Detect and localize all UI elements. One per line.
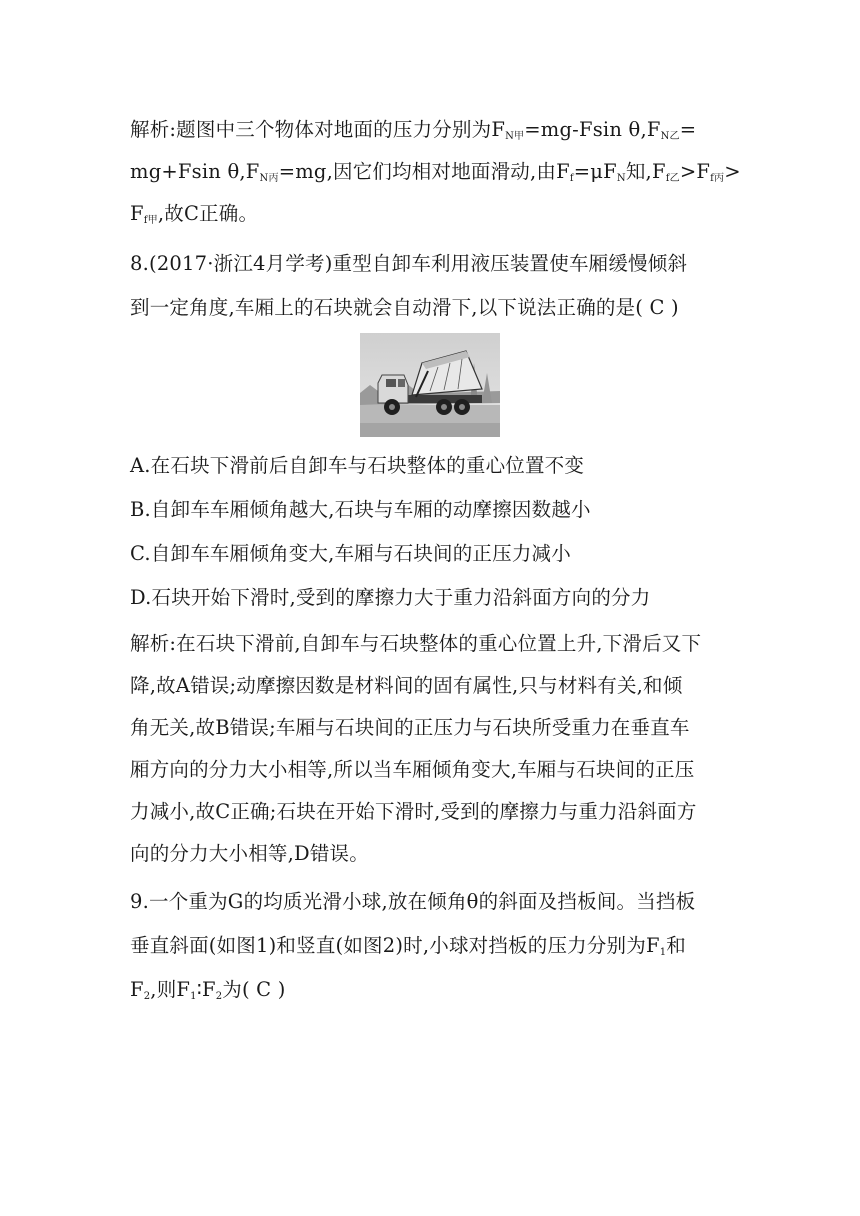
q8-stem-line-1: 8.(2017·浙江4月学考)重型自卸车利用液压装置使车厢缓慢倾斜: [130, 252, 688, 275]
q8-analysis-line-6: 向的分力大小相等,D错误。: [130, 842, 369, 865]
q8-option-b: B.自卸车车厢倾角越大,石块与车厢的动摩擦因数越小: [130, 498, 591, 521]
q8-option-a: A.在石块下滑前后自卸车与石块整体的重心位置不变: [130, 454, 585, 477]
q8-stem-line-2: 到一定角度,车厢上的石块就会自动滑下,以下说法正确的是( C ): [130, 296, 679, 319]
q8-analysis-line-3: 角无关,故B错误;车厢与石块间的正压力与石块所受重力在垂直车: [130, 716, 690, 739]
q8-analysis-line-5: 力减小,故C正确;石块在开始下滑时,受到的摩擦力与重力沿斜面方: [130, 800, 697, 823]
q7-analysis-line-2: mg+Fsin $\theta,F_{N丙}=mg$,因它们均相对地面滑动,由$F_f=\mu F_N$知$,F_{f乙}>F_{f丙}>$: [130, 160, 741, 184]
q7-analysis-line-3: $F_{f甲}$,故C正确。: [130, 202, 259, 226]
q8-option-d: D.石块开始下滑时,受到的摩擦力大于重力沿斜面方向的分力: [130, 586, 651, 609]
dump-truck-photo: [360, 333, 500, 437]
q8-analysis-line-2: 降,故A错误;动摩擦因数是材料间的固有属性,只与材料有关,和倾: [130, 674, 683, 697]
q9-stem-line-1: 9.一个重为G的均质光滑小球,放在倾角θ的斜面及挡板间。当挡板: [130, 890, 696, 913]
q8-analysis-line-1: 解析:在石块下滑前,自卸车与石块整体的重心位置上升,下滑后又下: [130, 632, 702, 655]
q9-stem-line-3: $F_2$,则$F_1∶F_2$为( C ): [130, 978, 286, 1002]
q8-option-c: C.自卸车车厢倾角变大,车厢与石块间的正压力减小: [130, 542, 571, 565]
q9-stem-line-2: 垂直斜面(如图1)和竖直(如图2)时,小球对挡板的压力分别为$F_1$和: [130, 934, 686, 958]
q8-analysis-line-4: 厢方向的分力大小相等,所以当车厢倾角变大,车厢与石块间的正压: [130, 758, 695, 781]
q7-analysis-line-1: 解析:题图中三个物体对地面的压力分别为$F_{N甲}=mg$-Fsin $\theta,F_{N乙}=$: [130, 118, 697, 142]
